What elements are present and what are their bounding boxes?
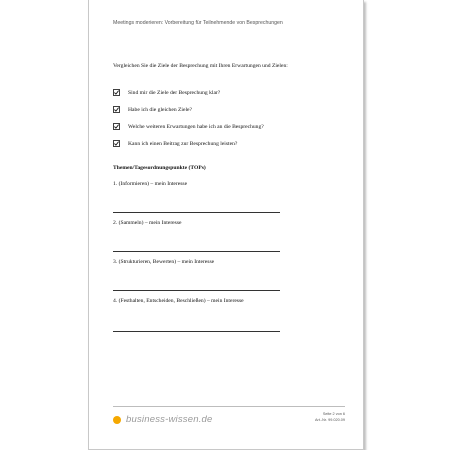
topic-label: 1. (Informieren) – mein Interesse	[113, 181, 188, 187]
intro-text: Vergleichen Sie die Ziele der Besprechung mit Ihren Erwartungen und Zielen:	[113, 63, 288, 69]
checklist-item-label: Welche weiteren Erwartungen habe ich an die Besprechung?	[128, 123, 264, 130]
topic-item	[113, 181, 283, 187]
footer-info	[315, 411, 345, 423]
checked-box-icon	[113, 106, 122, 113]
checked-box-icon	[113, 123, 122, 130]
topic-write-line	[113, 251, 280, 252]
topic-item	[113, 259, 283, 265]
document-header: Meetings moderieren: Vorbereitung für Teilnehmende von Besprechungen	[113, 20, 283, 26]
article-number: Art.-Nr. 99.020.09	[315, 418, 345, 422]
page-number: Seite 2 von 6	[322, 412, 345, 416]
checked-box-icon	[113, 140, 122, 147]
footer-divider	[113, 406, 345, 407]
checklist-item	[113, 84, 353, 101]
document-page	[88, 0, 364, 450]
logo-dot-icon	[113, 416, 121, 424]
checklist-item-label: Sind mir die Ziele der Besprechung klar?	[128, 89, 221, 96]
checklist-item	[113, 118, 353, 135]
brand-logo	[113, 414, 213, 425]
topic-label: 2. (Sammeln) – mein Interesse	[113, 220, 182, 226]
topic-label: 4. (Festhalten, Entscheiden, Beschließen) – mein Interesse	[113, 298, 244, 304]
topics-heading: Themen/Tagesordnungspunkte (TOPs)	[113, 165, 206, 171]
topic-item	[113, 298, 283, 304]
topic-write-line	[113, 212, 280, 213]
topic-item	[113, 220, 283, 226]
topic-write-line	[113, 290, 280, 291]
topic-label: 3. (Strukturieren, Bewerten) – mein Interesse	[113, 259, 215, 265]
topic-write-line	[113, 331, 280, 332]
checklist-item	[113, 101, 353, 118]
logo-text: business-wissen.de	[126, 414, 213, 425]
checked-box-icon	[113, 89, 122, 96]
checklist	[113, 84, 353, 152]
checklist-item-label: Kann ich einen Beitrag zur Besprechung leisten?	[128, 140, 238, 147]
checklist-item-label: Habe ich die gleichen Ziele?	[128, 106, 192, 113]
checklist-item	[113, 135, 353, 152]
